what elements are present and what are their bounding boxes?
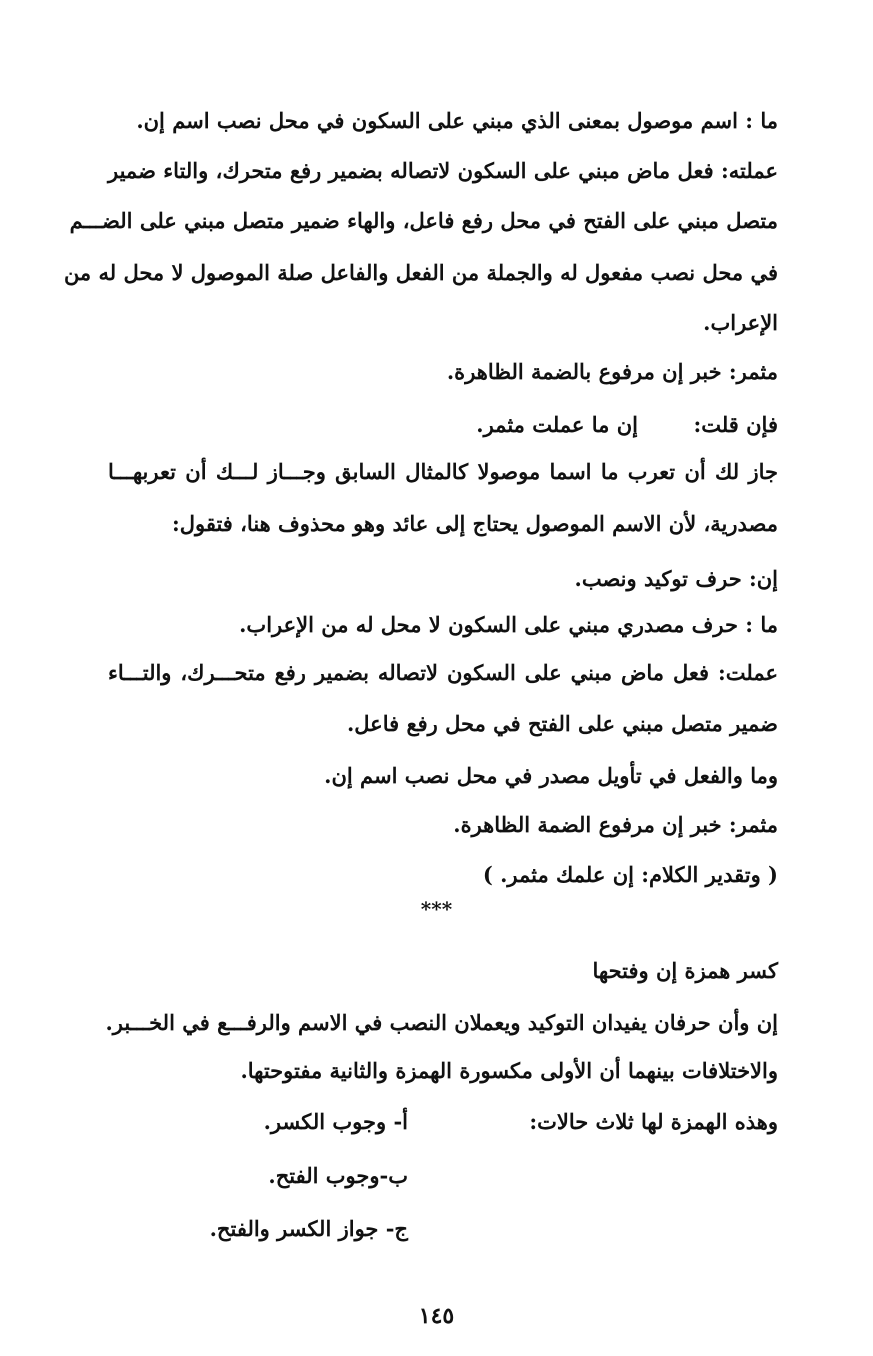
text-line: مثمر: خبر إن مرفوع بالضمة الظاهرة.: [446, 359, 778, 384]
text-line: ما : حرف مصدري مبني على السكون لا محل له من الإعراب.: [239, 612, 778, 637]
text-line: إن وأن حرفان يفيدان التوكيد ويعملان النصب في الاسم والرفـــع في الخـــبر.: [105, 1010, 778, 1035]
text-line: والاختلافات بينهما أن الأولى مكسورة الهمزة والثانية مفتوحتها.: [240, 1058, 778, 1083]
section-heading: كسر همزة إن وفتحها: [592, 958, 778, 983]
page-number: ١٤٥: [418, 1303, 455, 1329]
case-item: ج- جواز الكسر والفتح.: [209, 1216, 408, 1241]
text-line: في محل نصب مفعول له والجملة من الفعل والفاعل صلة الموصول لا محل له من: [63, 260, 778, 285]
text-line: مصدرية، لأن الاسم الموصول يحتاج إلى عائد وهو محذوف هنا، فتقول:: [171, 511, 778, 536]
text-line: وما والفعل في تأويل مصدر في محل نصب اسم إن.: [324, 763, 778, 788]
text-line: عملته: فعل ماض مبني على السكون لاتصاله بضمير رفع متحرك، والتاء ضمير: [108, 158, 778, 183]
cases-intro: وهذه الهمزة لها ثلاث حالات:: [529, 1109, 778, 1134]
text-line: متصل مبني على الفتح في محل رفع فاعل، والهاء ضمير متصل مبني على الضـــم: [69, 208, 778, 233]
section-separator: ***: [420, 897, 453, 921]
example-sentence: إن ما عملت مثمر.: [476, 412, 638, 437]
text-line: عملت: فعل ماض مبني على السكون لاتصاله بضمير رفع متحـــرك، والتـــاء: [108, 660, 778, 685]
text-line: مثمر: خبر إن مرفوع الضمة الظاهرة.: [453, 812, 778, 837]
text-line: إن: حرف توكيد ونصب.: [574, 566, 778, 591]
text-line: جاز لك أن تعرب ما اسما موصولا كالمثال السابق وجـــاز لـــك أن تعربهـــا: [108, 459, 778, 484]
text-line: ما : اسم موصول بمعنى الذي مبني على السكون في محل نصب اسم إن.: [136, 108, 778, 133]
text-line: ( وتقدير الكلام: إن علمك مثمر. ): [482, 862, 778, 887]
text-line: الإعراب.: [703, 310, 778, 335]
example-label: فإن قلت:: [693, 412, 778, 437]
case-item: أ- وجوب الكسر.: [263, 1109, 408, 1134]
case-item: ب-وجوب الفتح.: [268, 1163, 408, 1188]
text-line: ضمير متصل مبني على الفتح في محل رفع فاعل.: [346, 711, 778, 736]
